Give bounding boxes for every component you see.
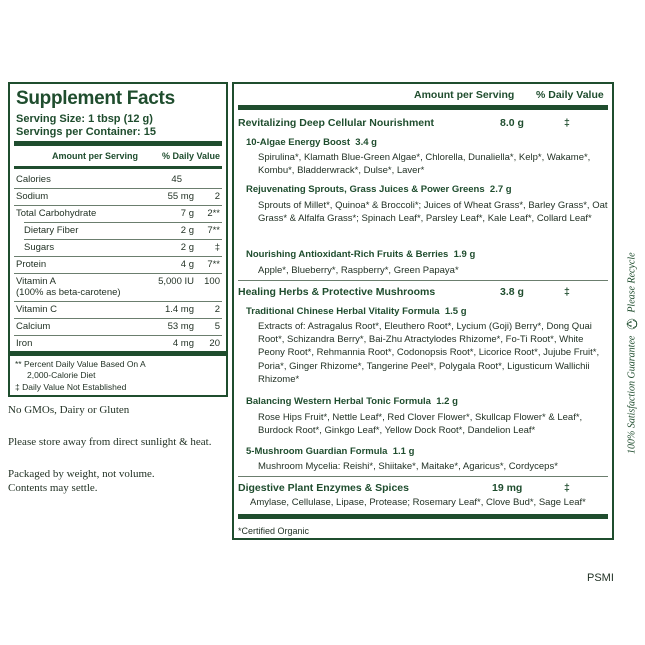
vitamin-a-note: (100% as beta-carotene) [16, 287, 121, 298]
nutrient-name: Calcium [16, 321, 51, 332]
nutrient-name: Sugars [24, 242, 55, 253]
supplement-facts-title: Supplement Facts [16, 88, 175, 109]
subcategory-title: Traditional Chinese Herbal Vitality Formula 1.5 g [246, 306, 467, 317]
nutrient-name: Sodium [16, 191, 49, 202]
footnote-daggers: ‡ Daily Value Not Established [15, 382, 127, 392]
nutrient-dv: 20 [209, 338, 220, 349]
row-divider [14, 188, 222, 189]
row-divider [14, 205, 222, 206]
please-recycle: Please Recycle [626, 252, 638, 313]
nutrient-name: Iron [16, 338, 33, 349]
row-divider [24, 222, 222, 223]
nutrient-name: Vitamin A [16, 276, 56, 287]
nutrient-name: Vitamin C [16, 304, 58, 315]
nutrient-amount: 5,000 IU [158, 276, 194, 287]
supplement-facts-panel [8, 82, 228, 353]
category-dv: ‡ [564, 286, 570, 298]
packaged-note: Packaged by weight, not volume. [8, 468, 155, 480]
row-divider [24, 239, 222, 240]
serving-size: Serving Size: 1 tbsp (12 g) [16, 113, 153, 125]
category-amount: 19 mg [492, 482, 523, 494]
nutrient-dv: 5 [214, 321, 220, 332]
ingredient-list: Extracts of: Astragalus Root*, Eleuthero Root*, Lycium (Goji) Berry*, Dong Quai Root*, Schizandra Berry*, Bai-Zhu Atractylodes Rhizome*, Fo-Ti Root*, White Peony Root*, Rehmannia Root*, Codonopsis Root*, Licorice Root*, Jujube Fruit*, Poria*, Ginger Rhizome*, Tangerine Peel*, Polygala Root*, Ligusticum Wallichii Rhizome* [258, 321, 600, 385]
nutrient-amount: 55 mg [167, 191, 194, 202]
divider-thick [238, 514, 608, 519]
subcategory-title: Balancing Western Herbal Tonic Formula 1.2 g [246, 396, 458, 407]
product-code: PSMI [587, 572, 614, 584]
nutrient-dv: 7** [207, 259, 220, 270]
nutrient-amount: 45 [171, 174, 182, 185]
nutrient-dv: 7** [207, 225, 220, 236]
nutrient-name: Dietary Fiber [24, 225, 79, 236]
ingredient-list: Mushroom Mycelia: Reishi*, Shiitake*, Maitake*, Agaricus*, Cordyceps* [258, 461, 558, 472]
nutrient-amount: 2 g [180, 225, 194, 236]
ingredient-list: Amylase, Cellulase, Lipase, Protease; Rosemary Leaf*, Clove Bud*, Sage Leaf* [250, 497, 586, 508]
ingredient-panel [232, 82, 614, 540]
nutrient-dv: 2** [207, 208, 220, 219]
storage-note: Please store away from direct sunlight & heat. [8, 436, 212, 448]
nutrient-amount: 1.4 mg [164, 304, 194, 315]
amount-header: Amount per Serving [414, 89, 515, 101]
subcategory-title: 10-Algae Energy Boost 3.4 g [246, 137, 377, 148]
divider-medium [14, 166, 222, 169]
row-divider [14, 335, 222, 336]
ingredient-list: Apple*, Blueberry*, Raspberry*, Green Papaya* [258, 265, 459, 276]
nutrient-amount: 2 g [180, 242, 194, 253]
row-divider [14, 273, 222, 274]
ingredient-list: Rose Hips Fruit*, Nettle Leaf*, Red Clover Flower*, Skullcap Flower* & Leaf*, Burdock Root*, Ginkgo Leaf*, Yellow Dock Root*, Dandelion Leaf* [258, 412, 583, 437]
recycle-icon [626, 318, 638, 330]
daily-value-header: % Daily Value [161, 151, 220, 161]
row-divider [14, 318, 222, 319]
nutrient-amount: 7 g [180, 208, 194, 219]
footnote-box [8, 353, 228, 397]
servings-per-container: Servings per Container: 15 [16, 126, 156, 138]
section-divider [238, 476, 608, 477]
category-amount: 3.8 g [500, 286, 524, 298]
category-title: Digestive Plant Enzymes & Spices [238, 482, 409, 494]
row-divider [14, 256, 222, 257]
footnote-percent: ** Percent Daily Value Based On A [15, 359, 146, 369]
category-amount: 8.0 g [500, 117, 524, 129]
divider-thick [238, 105, 608, 110]
category-dv: ‡ [564, 482, 570, 494]
row-divider [14, 301, 222, 302]
ingredient-list: Spirulina*, Klamath Blue-Green Algae*, Chlorella, Dunaliella*, Kelp*, Wakame*, Kombu*, Bladderwrack*, Dulse*, Laver* [258, 152, 591, 177]
side-guarantee-text [626, 252, 638, 454]
section-divider [238, 280, 608, 281]
nutrient-name: Total Carbohydrate [16, 208, 97, 219]
no-gmo-note: No GMOs, Dairy or Gluten [8, 404, 130, 416]
category-title: Revitalizing Deep Cellular Nourishment [238, 117, 435, 129]
nutrient-dv: 2 [214, 304, 220, 315]
subcategory-title: 5-Mushroom Guardian Formula 1.1 g [246, 446, 415, 457]
divider-thick [14, 141, 222, 146]
nutrient-dv: 100 [204, 276, 220, 287]
nutrient-name: Protein [16, 259, 47, 270]
amount-header: Amount per Serving [52, 151, 139, 161]
category-title: Healing Herbs & Protective Mushrooms [238, 286, 436, 298]
nutrient-dv: 2 [214, 191, 220, 202]
settle-note: Contents may settle. [8, 482, 98, 494]
certified-organic-note: *Certified Organic [238, 526, 310, 536]
nutrient-amount: 4 mg [172, 338, 194, 349]
nutrient-name: Calories [16, 174, 51, 185]
nutrient-amount: 53 mg [167, 321, 194, 332]
nutrient-dv: ‡ [214, 242, 220, 253]
footnote-percent-cont: 2,000-Calorie Diet [27, 370, 96, 380]
subcategory-title: Nourishing Antioxidant-Rich Fruits & Berries 1.9 g [246, 249, 476, 260]
nutrient-amount: 4 g [180, 259, 194, 270]
daily-value-header: % Daily Value [536, 89, 604, 101]
category-dv: ‡ [564, 117, 570, 129]
subcategory-title: Rejuvenating Sprouts, Grass Juices & Power Greens 2.7 g [246, 184, 512, 195]
ingredient-list: Sprouts of Millet*, Quinoa* & Broccoli*; Juices of Wheat Grass*, Barley Grass*, Oat Grass* & Alfalfa Grass*; Spinach Leaf*, Parsley Leaf*, Kale Leaf*, Collard Leaf* [258, 200, 608, 225]
satisfaction-guarantee: 100% Satisfaction Guarantee [626, 335, 638, 454]
